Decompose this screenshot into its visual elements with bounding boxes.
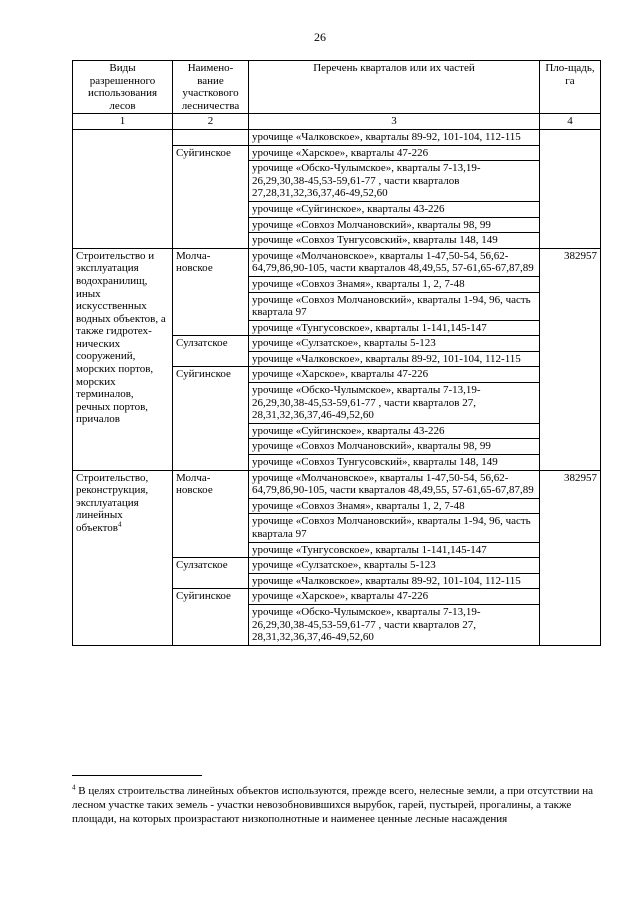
footnote [72,784,600,826]
table-header-row [73,61,601,114]
table-row [73,129,601,145]
quarters-cell: урочище «Совхоз Знамя», кварталы 1, 2, 7-48 [249,276,540,292]
forestry-cell: Сулзатское [173,336,249,367]
header-use-type: Виды разрешенного использования лесов [73,61,173,114]
footnote-text: В целях строительства линейных объектов используются, прежде всего, нелесные земли, а при отсутствии на лесном участке таких земель - участки невозобновившихся вырубок, гарей, пустырей, прогалины, а также площади, на которых произрастают низкополнотные и наименее ценные лесные насаждения [72,785,593,825]
area-cell: 382957 [540,470,601,645]
footnote-mark: 4 [72,783,76,792]
column-number: 2 [173,114,249,130]
quarters-cell: урочище «Сулзатское», кварталы 5-123 [249,558,540,574]
quarters-cell: урочище «Молчановское», кварталы 1-47,50-54, 56,62-64,79,86,90-105, части кварталов 48,49,55, 57-61,65-67,87,89 [249,470,540,498]
quarters-cell: урочище «Сулзатское», кварталы 5-123 [249,336,540,352]
quarters-cell: урочище «Чалковское», кварталы 89-92, 101-104, 112-115 [249,129,540,145]
quarters-cell: урочище «Обско-Чулымское», кварталы 7-13,19-26,29,30,38-45,53-59,61-77 , части кварталов 27, 28,31,32,36,37,46-49,52,60 [249,383,540,424]
quarters-cell: урочище «Харское», кварталы 47-226 [249,589,540,605]
quarters-cell: урочище «Суйгинское», кварталы 43-226 [249,423,540,439]
forestry-cell: Суйгинское [173,589,249,645]
forestry-cell: Молча-новское [173,470,249,558]
page-number: 26 [314,30,326,44]
quarters-cell: урочище «Совхоз Молчановский», кварталы 1-94, 96, часть квартала 97 [249,514,540,542]
quarters-cell: урочище «Совхоз Тунгусовский», кварталы 148, 149 [249,233,540,249]
use-type-cell: Строительство и эксплуатация водохранилищ, иных искусственных водных объектов, а также гидротех-нических сооружений, морских портов, морских терминалов, речных портов, причалов [73,248,173,470]
forestry-cell: Молча-новское [173,248,249,336]
quarters-cell: урочище «Тунгусовское», кварталы 1-141,145-147 [249,320,540,336]
forestry-cell: Сулзатское [173,558,249,589]
header-forestry: Наимено-вание участкового лесничества [173,61,249,114]
use-type-text: Строительство, реконструкция, эксплуатация линейных объектов [76,471,149,534]
table-row [73,248,601,276]
column-number-row [73,114,601,130]
quarters-cell: урочище «Чалковское», кварталы 89-92, 101-104, 112-115 [249,351,540,367]
quarters-cell: урочище «Чалковское», кварталы 89-92, 101-104, 112-115 [249,573,540,589]
forest-use-table [72,60,601,646]
table-row [73,470,601,498]
column-number: 1 [73,114,173,130]
forestry-cell [173,129,249,145]
quarters-cell: урочище «Совхоз Молчановский», кварталы 98, 99 [249,439,540,455]
column-number: 3 [249,114,540,130]
quarters-cell: урочище «Харское», кварталы 47-226 [249,367,540,383]
quarters-cell: урочище «Обско-Чулымское», кварталы 7-13,19-26,29,30,38-45,53-59,61-77 , части кварталов 27, 28,31,32,36,37,46-49,52,60 [249,604,540,645]
quarters-cell: урочище «Совхоз Тунгусовский», кварталы 148, 149 [249,455,540,471]
footnote-separator [72,775,202,776]
quarters-cell: урочище «Совхоз Молчановский», кварталы 98, 99 [249,217,540,233]
use-type-cell [73,470,173,645]
quarters-cell: урочище «Совхоз Молчановский», кварталы 1-94, 96, часть квартала 97 [249,292,540,320]
column-number: 4 [540,114,601,130]
forestry-cell: Суйгинское [173,145,249,248]
quarters-cell: урочище «Суйгинское», кварталы 43-226 [249,201,540,217]
forestry-cell: Суйгинское [173,367,249,470]
quarters-cell: урочище «Совхоз Знамя», кварталы 1, 2, 7-48 [249,498,540,514]
quarters-cell: урочище «Харское», кварталы 47-226 [249,145,540,161]
area-cell [540,129,601,248]
footnote-ref: 4 [117,520,122,529]
quarters-cell: урочище «Тунгусовское», кварталы 1-141,145-147 [249,542,540,558]
header-quarters: Перечень кварталов или их частей [249,61,540,114]
quarters-cell: урочище «Обско-Чулымское», кварталы 7-13,19-26,29,30,38-45,53-59,61-77 , части кварталов 27,28,31,32,36,37,46-49,52,60 [249,161,540,202]
header-area: Пло-щадь, га [540,61,601,114]
use-type-cell [73,129,173,248]
area-cell: 382957 [540,248,601,470]
quarters-cell: урочище «Молчановское», кварталы 1-47,50-54, 56,62-64,79,86,90-105, части кварталов 48,49,55, 57-61,65-67,87,89 [249,248,540,276]
